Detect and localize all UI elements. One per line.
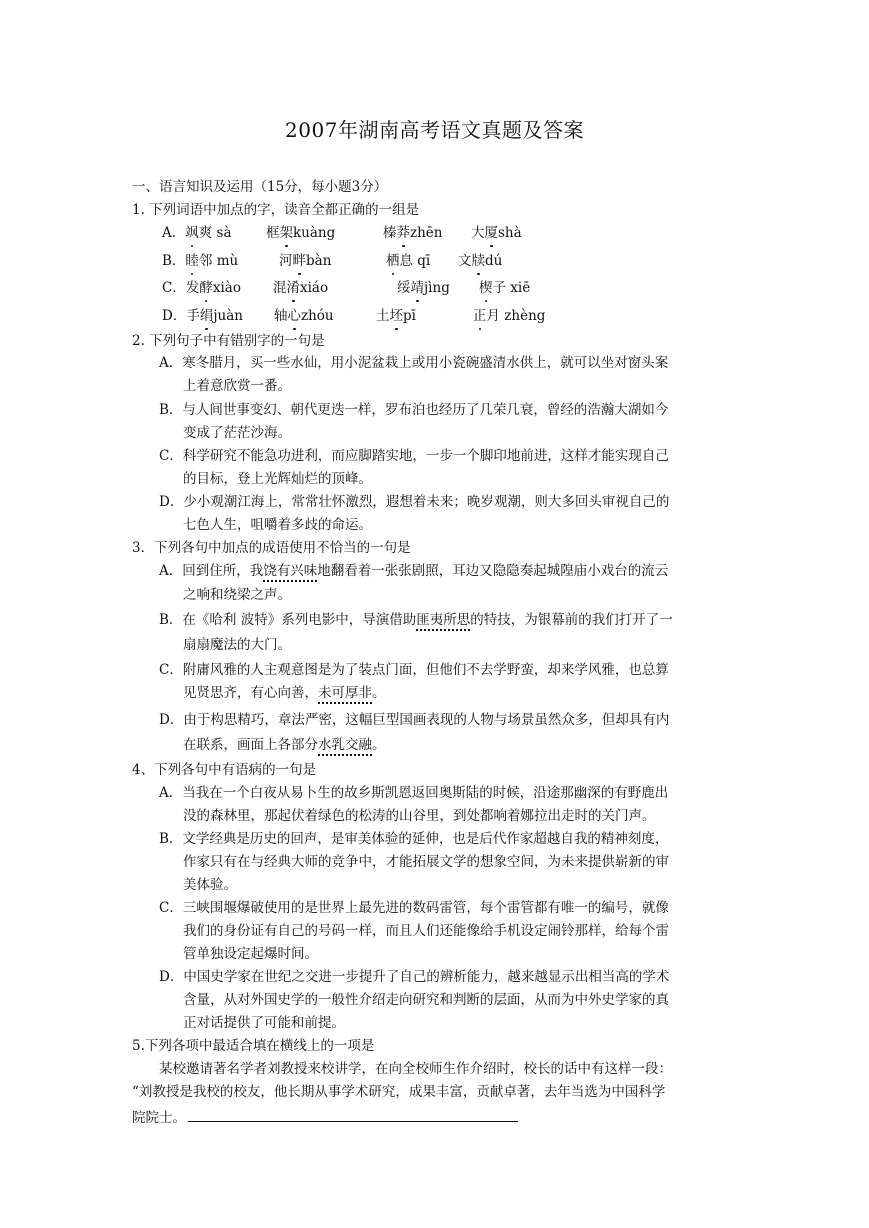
q2-option-b: B．与人间世事变幻、朝代更迭一样，罗布泊也经历了几荣几衰，曾经的浩瀚大湖如今 bbox=[159, 402, 669, 418]
q3-option-d: D．由于构思精巧，章法严密，这幅巨型国画表现的人物与场景虽然众多，但却具有内 bbox=[159, 712, 670, 728]
q3-option-d-cont: 在联系，画面上各部分水乳交融。 bbox=[183, 737, 386, 753]
q1-d-word-3: 土坯pī bbox=[376, 308, 416, 324]
q5-stem: 5.下列各项中最适合填在横线上的一项是 bbox=[132, 1038, 375, 1054]
q1-a-word-3: 榛莽zhēn bbox=[383, 225, 443, 241]
q3-option-c-cont: 见贤思齐，有心向善，未可厚非。 bbox=[183, 685, 386, 701]
page-title: 2007年湖南高考语文真题及答案 bbox=[285, 118, 584, 142]
section-heading: 一、语言知识及运用（15分，每小题3分） bbox=[132, 179, 388, 195]
q1-a-word-1: A．飒爽 sà bbox=[162, 225, 232, 241]
q1-c-word-3: 绥靖jìng bbox=[397, 280, 450, 296]
q1-c-word-4: 楔子 xiē bbox=[479, 280, 531, 296]
q3-b-dotted-idiom: 匪夷所思 bbox=[416, 612, 471, 628]
q5-passage-line-1: 某校邀请著名学者刘教授来校讲学，在向全校师生作介绍时，校长的话中有这样一段： bbox=[159, 1061, 672, 1077]
q1-d-word-2: 轴心zhóu bbox=[274, 308, 334, 324]
q2-option-b-cont: 变成了茫茫沙海。 bbox=[183, 425, 291, 441]
q2-option-a: A．寒冬腊月，买一些水仙，用小泥盆栽上或用小瓷碗盛清水供上，就可以坐对窗头案 bbox=[159, 355, 669, 371]
q1-option-b bbox=[162, 252, 502, 270]
q3-a-dotted-idiom: 饶有兴味 bbox=[263, 563, 318, 579]
q3-stem: 3．下列各句中加点的成语使用不恰当的一句是 bbox=[132, 540, 411, 556]
q4-option-b: B．文学经典是历史的回声，是审美体验的延伸，也是后代作家超越自我的精神刻度， bbox=[159, 831, 669, 847]
q1-a-word-4: 大厦shà bbox=[471, 225, 522, 241]
q3-option-a: A．回到住所，我饶有兴味地翻看着一张张剧照，耳边又隐隐奏起城隍庙小戏台的流云 bbox=[159, 563, 669, 579]
q5-passage-line-3: 院院士。 bbox=[132, 1106, 518, 1127]
q1-b-word-4: 文牍dú bbox=[458, 253, 503, 269]
q4-stem: 4、下列各句中有语病的一句是 bbox=[132, 762, 317, 778]
q1-d-word-1: D．手绢juàn bbox=[162, 308, 243, 324]
q1-option-d bbox=[162, 307, 545, 325]
q4-option-a-cont: 没的森林里，那起伏着绿色的松涛的山谷里，到处都响着娜拉出走时的关门声。 bbox=[183, 808, 656, 824]
q4-option-b-cont-2: 美体验。 bbox=[183, 877, 237, 893]
q2-stem: 2. 下列句子中有错别字的一句是 bbox=[132, 333, 325, 349]
q1-a-word-2: 框架kuàng bbox=[266, 225, 336, 241]
q4-option-a: A．当我在一个白夜从易卜生的故乡斯凯恩返回奥斯陆的时候，沿途那幽深的有野鹿出 bbox=[159, 785, 669, 801]
q1-b-word-3: 栖息 qī bbox=[386, 253, 431, 269]
q1-d-word-4: 正月 zhèng bbox=[473, 308, 546, 324]
q3-d-dotted-idiom: 水乳交融 bbox=[318, 737, 372, 753]
q1-c-word-1: C．发酵xiào bbox=[162, 280, 241, 296]
q4-option-c: C．三峡围堰爆破使用的是世界上最先进的数码雷管，每个雷管都有唯一的编号，就像 bbox=[159, 900, 669, 916]
q3-c-dotted-idiom: 未可厚非 bbox=[318, 685, 372, 701]
q3-option-a-cont: 之响和绕梁之声。 bbox=[183, 587, 291, 603]
q4-option-d-cont-2: 正对话提供了可能和前提。 bbox=[183, 1015, 345, 1031]
q2-option-d-cont: 七色人生，咀嚼着多歧的命运。 bbox=[183, 517, 372, 533]
answer-blank-line bbox=[188, 1106, 518, 1122]
q4-option-b-cont-1: 作家只有在与经典大师的竞争中，才能拓展文学的想象空间，为未来提供崭新的审 bbox=[183, 854, 669, 870]
q5-passage-line-2: “刘教授是我校的校友，他长期从事学术研究，成果丰富，贡献卓著，去年当选为中国科学 bbox=[132, 1084, 666, 1100]
q4-option-d-cont-1: 含量，从对外国史学的一般性介绍走向研究和判断的层面，从而为中外史学家的真 bbox=[183, 992, 669, 1008]
q1-option-a bbox=[162, 224, 522, 242]
q4-option-c-cont-2: 管单独设定起爆时间。 bbox=[183, 946, 318, 962]
q1-c-word-2: 混淆xiáo bbox=[273, 280, 329, 296]
q4-option-d: D．中国史学家在世纪之交进一步提升了自己的辨析能力，越来越显示出相当高的学术 bbox=[159, 969, 670, 985]
q3-option-b: B．在《哈利 波特》系列电影中，导演借助匪夷所思的特技，为银幕前的我们打开了一 bbox=[159, 612, 673, 628]
q1-stem: 1. 下列词语中加点的字，读音全都正确的一组是 bbox=[132, 202, 420, 218]
q4-option-c-cont-1: 我们的身份证有自己的号码一样，而且人们还能像给手机设定闹铃那样，给每个雷 bbox=[183, 923, 669, 939]
q2-option-d: D．少小观潮江海上，常常壮怀激烈，遐想着未来；晚岁观潮，则大多回头审视自己的 bbox=[159, 494, 670, 510]
q1-option-c bbox=[162, 279, 530, 297]
q1-b-word-1: B．睦邻 mù bbox=[162, 253, 239, 269]
q2-option-c-cont: 的目标，登上光辉灿烂的顶峰。 bbox=[183, 471, 372, 487]
q2-option-a-cont: 上着意欣赏一番。 bbox=[183, 378, 291, 394]
q3-option-c: C．附庸风雅的人主观意图是为了装点门面，但他们不去学野蛮，却来学风雅，也总算 bbox=[159, 662, 669, 678]
q3-option-b-cont: 扇扇魔法的大门。 bbox=[183, 637, 291, 653]
q2-option-c: C．科学研究不能急功进利，而应脚踏实地，一步一个脚印地前进，这样才能实现自己 bbox=[159, 448, 669, 464]
q1-b-word-2: 河畔bàn bbox=[279, 253, 332, 269]
